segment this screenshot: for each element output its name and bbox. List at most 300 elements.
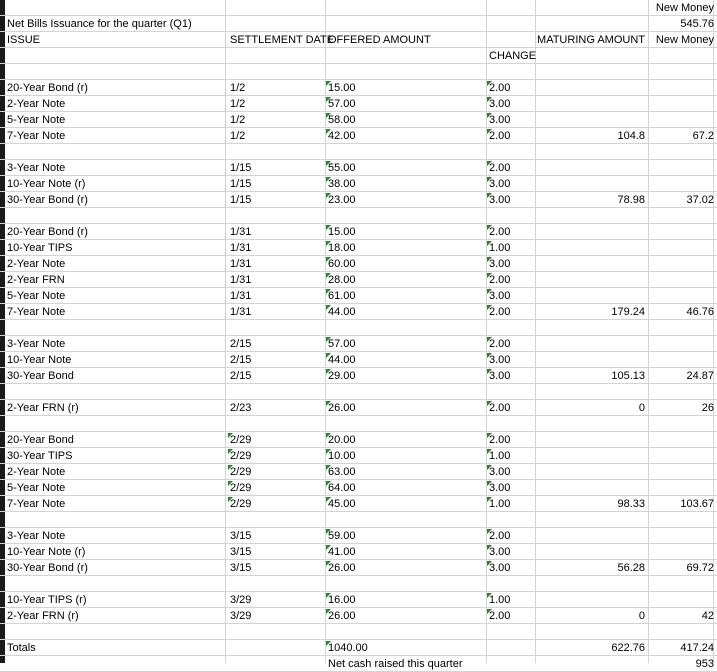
cell-marker-icon — [326, 401, 331, 406]
issue-cell[interactable]: 10-Year TIPS — [7, 242, 73, 254]
settlement-date-cell[interactable]: 1/15 — [230, 194, 252, 206]
settlement-date-cell-value: 2/29 — [230, 450, 252, 462]
cell-marker-icon — [228, 465, 233, 470]
change-cell-value: 1.00 — [489, 594, 511, 606]
change-cell-value: 3.00 — [489, 562, 511, 574]
settlement-date-cell[interactable] — [230, 448, 251, 464]
cell-marker-icon — [487, 193, 492, 198]
sheet-row[interactable] — [0, 512, 717, 528]
settlement-date-cell[interactable]: 1/31 — [230, 306, 252, 318]
change-cell-value: 3.00 — [489, 290, 511, 302]
cell-marker-icon — [487, 337, 492, 342]
cell-marker-icon — [487, 433, 492, 438]
sheet-row[interactable] — [0, 336, 717, 352]
settlement-date-cell[interactable]: 1/2 — [230, 98, 246, 110]
issue-cell[interactable]: 5-Year Note — [7, 482, 66, 494]
change-cell[interactable] — [489, 240, 510, 256]
offered-amount-cell[interactable] — [328, 560, 356, 576]
settlement-date-cell[interactable]: 3/15 — [230, 546, 252, 558]
change-cell[interactable] — [489, 464, 510, 480]
cell-marker-icon — [487, 529, 492, 534]
settlement-date-cell[interactable]: 1/31 — [230, 226, 252, 238]
new-money-cell[interactable]: 42 — [701, 610, 714, 622]
sheet-row[interactable] — [0, 592, 717, 608]
offered-amount-cell-value: 26.00 — [328, 610, 356, 622]
sheet-row[interactable] — [0, 576, 717, 592]
change-cell[interactable] — [489, 304, 510, 320]
cell-marker-icon — [326, 529, 331, 534]
cell-marker-icon — [326, 113, 331, 118]
sheet-row[interactable] — [0, 64, 717, 80]
cell-marker-icon — [487, 497, 492, 502]
cell-marker-icon — [326, 561, 331, 566]
offered-amount-cell[interactable] — [328, 432, 356, 448]
change-cell[interactable] — [489, 160, 510, 176]
sheet-row[interactable] — [0, 304, 717, 320]
cell-marker-icon — [326, 465, 331, 470]
settlement-date-cell[interactable]: 3/29 — [230, 594, 252, 606]
offered-amount-cell[interactable] — [328, 112, 356, 128]
offered-amount-cell-value: 44.00 — [328, 306, 356, 318]
offered-amount-cell[interactable] — [328, 80, 356, 96]
new-money-cell[interactable]: 26 — [701, 402, 714, 414]
offered-amount-cell[interactable] — [328, 448, 356, 464]
change-cell[interactable] — [489, 496, 510, 512]
cell-marker-icon — [326, 257, 331, 262]
sheet-row[interactable] — [0, 208, 717, 224]
settlement-date-cell[interactable]: 1/15 — [230, 178, 252, 190]
change-cell-value: 2.00 — [489, 162, 511, 174]
cell-marker-icon — [326, 545, 331, 550]
totals-new-money[interactable]: 417.24 — [680, 642, 714, 654]
change-cell-value: 2.00 — [489, 82, 511, 94]
change-cell-value: 3.00 — [489, 482, 511, 494]
cell-marker-icon — [487, 225, 492, 230]
settlement-date-cell[interactable] — [230, 496, 251, 512]
issue-cell[interactable]: 2-Year Note — [7, 258, 66, 270]
cell-marker-icon — [228, 481, 233, 486]
cell-marker-icon — [326, 81, 331, 86]
offered-amount-cell[interactable] — [328, 400, 356, 416]
cell-marker-icon — [326, 369, 331, 374]
issue-cell[interactable]: 20-Year Bond (r) — [7, 226, 88, 238]
offered-amount-cell-value: 63.00 — [328, 466, 356, 478]
settlement-date-cell[interactable] — [230, 432, 251, 448]
offered-amount-cell[interactable] — [328, 352, 356, 368]
issue-cell[interactable]: 3-Year Note — [7, 162, 66, 174]
issue-cell[interactable]: 30-Year Bond (r) — [7, 194, 88, 206]
change-cell-value: 3.00 — [489, 178, 511, 190]
cell-marker-icon — [326, 289, 331, 294]
change-cell-value: 3.00 — [489, 114, 511, 126]
offered-amount-cell[interactable] — [328, 96, 356, 112]
maturing-amount-cell[interactable]: 105.13 — [611, 370, 645, 382]
cell-marker-icon — [487, 465, 492, 470]
change-cell-value: 1.00 — [489, 242, 511, 254]
cell-marker-icon — [487, 561, 492, 566]
cell-marker-icon — [326, 97, 331, 102]
sheet-row[interactable] — [0, 432, 717, 448]
col-new-money-header[interactable]: New Money — [655, 34, 714, 46]
settlement-date-cell[interactable]: 1/2 — [230, 82, 246, 94]
sheet-row[interactable] — [0, 80, 717, 96]
totals-maturing[interactable]: 622.76 — [611, 642, 645, 654]
cell-marker-icon — [228, 497, 233, 502]
offered-amount-cell[interactable] — [328, 192, 356, 208]
sheet-row[interactable] — [0, 128, 717, 144]
sheet-row[interactable] — [0, 224, 717, 240]
sheet-row[interactable] — [0, 400, 717, 416]
sheet-row[interactable] — [0, 528, 717, 544]
offered-amount-cell[interactable] — [328, 544, 356, 560]
change-cell[interactable] — [489, 128, 510, 144]
settlement-date-cell[interactable]: 2/23 — [230, 402, 252, 414]
settlement-date-cell[interactable]: 1/31 — [230, 290, 252, 302]
totals-offered[interactable] — [328, 640, 368, 656]
issue-cell[interactable]: 20-Year Bond — [7, 434, 74, 446]
offered-amount-cell-value: 16.00 — [328, 594, 356, 606]
offered-amount-cell-value: 38.00 — [328, 178, 356, 190]
offered-amount-cell-value: 26.00 — [328, 402, 356, 414]
sheet-row[interactable] — [0, 96, 717, 112]
change-cell-value: 2.00 — [489, 130, 511, 142]
offered-amount-cell-value: 59.00 — [328, 530, 356, 542]
cell-marker-icon — [487, 593, 492, 598]
sheet-row[interactable] — [0, 624, 717, 640]
sheet-row[interactable] — [0, 288, 717, 304]
cell-marker-icon — [326, 305, 331, 310]
settlement-date-cell[interactable]: 2/15 — [230, 354, 252, 366]
settlement-date-cell-value: 2/29 — [230, 482, 252, 494]
issue-cell[interactable]: 7-Year Note — [7, 130, 66, 142]
change-cell-value: 1.00 — [489, 498, 511, 510]
sheet-row[interactable] — [0, 464, 717, 480]
cell-marker-icon — [326, 353, 331, 358]
offered-amount-cell[interactable] — [328, 176, 356, 192]
settlement-date-cell[interactable]: 3/29 — [230, 610, 252, 622]
offered-amount-cell-value: 60.00 — [328, 258, 356, 270]
offered-amount-cell[interactable] — [328, 288, 356, 304]
change-cell[interactable] — [489, 112, 510, 128]
settlement-date-cell-value: 2/29 — [230, 498, 252, 510]
issue-cell[interactable]: 2-Year Note — [7, 98, 66, 110]
cell-marker-icon — [326, 337, 331, 342]
maturing-amount-cell[interactable]: 104.8 — [617, 130, 645, 142]
offered-amount-cell[interactable] — [328, 608, 356, 624]
offered-amount-cell[interactable] — [328, 160, 356, 176]
change-cell[interactable] — [489, 256, 510, 272]
col-offered-header[interactable]: OFFERED AMOUNT — [328, 34, 431, 46]
offered-amount-cell[interactable] — [328, 480, 356, 496]
offered-amount-cell-value: 28.00 — [328, 274, 356, 286]
change-cell[interactable] — [489, 96, 510, 112]
issue-cell[interactable]: 10-Year TIPS (r) — [7, 594, 87, 606]
new-money-cell[interactable]: 24.87 — [686, 370, 714, 382]
offered-amount-cell[interactable] — [328, 256, 356, 272]
cell-marker-icon — [326, 225, 331, 230]
settlement-date-cell[interactable]: 2/15 — [230, 370, 252, 382]
issue-cell[interactable]: 30-Year Bond — [7, 370, 74, 382]
offered-amount-cell-value: 42.00 — [328, 130, 356, 142]
change-cell[interactable] — [489, 608, 510, 624]
change-cell[interactable] — [489, 176, 510, 192]
cell-marker-icon — [487, 97, 492, 102]
offered-amount-cell-value: 29.00 — [328, 370, 356, 382]
cell-marker-icon — [326, 641, 331, 646]
cell-marker-icon — [326, 129, 331, 134]
offered-amount-cell[interactable] — [328, 304, 356, 320]
cell-marker-icon — [487, 289, 492, 294]
offered-amount-cell-value: 15.00 — [328, 82, 356, 94]
settlement-date-cell[interactable]: 3/15 — [230, 530, 252, 542]
change-cell-value: 3.00 — [489, 258, 511, 270]
offered-amount-cell-value: 10.00 — [328, 450, 356, 462]
settlement-date-cell-value: 2/29 — [230, 434, 252, 446]
offered-amount-cell-value: 20.00 — [328, 434, 356, 446]
new-money-total[interactable]: 545.76 — [680, 18, 714, 30]
change-cell[interactable] — [489, 448, 510, 464]
cell-marker-icon — [228, 433, 233, 438]
totals-label[interactable]: Totals — [7, 642, 36, 654]
cell-marker-icon — [487, 241, 492, 246]
change-cell-value: 3.00 — [489, 370, 511, 382]
cell-marker-icon — [487, 305, 492, 310]
settlement-date-cell[interactable]: 1/15 — [230, 162, 252, 174]
cell-marker-icon — [326, 593, 331, 598]
change-cell-value: 2.00 — [489, 402, 511, 414]
cell-marker-icon — [487, 481, 492, 486]
issue-cell[interactable]: 10-Year Note (r) — [7, 178, 86, 190]
change-cell-value: 2.00 — [489, 530, 511, 542]
offered-amount-cell-value: 41.00 — [328, 546, 356, 558]
change-cell[interactable] — [489, 432, 510, 448]
cell-marker-icon — [487, 81, 492, 86]
issue-cell[interactable]: 30-Year TIPS — [7, 450, 73, 462]
change-cell-value: 2.00 — [489, 226, 511, 238]
net-cash-label[interactable]: Net cash raised this quarter — [328, 658, 463, 670]
sheet-row[interactable] — [0, 272, 717, 288]
settlement-date-cell[interactable]: 3/15 — [230, 562, 252, 574]
settlement-date-cell[interactable]: 2/15 — [230, 338, 252, 350]
maturing-amount-cell[interactable]: 0 — [638, 610, 645, 622]
cell-marker-icon — [487, 353, 492, 358]
col-settlement-header[interactable]: SETTLEMENT DATE — [230, 34, 335, 46]
offered-amount-cell-value: 55.00 — [328, 162, 356, 174]
sheet-row[interactable] — [0, 256, 717, 272]
change-cell-value: 2.00 — [489, 338, 511, 350]
issue-cell[interactable]: 2-Year Note — [7, 466, 66, 478]
sheet-row[interactable] — [0, 352, 717, 368]
change-cell[interactable] — [489, 560, 510, 576]
offered-amount-cell[interactable] — [328, 128, 356, 144]
new-money-cell[interactable]: 46.76 — [686, 306, 714, 318]
change-cell[interactable] — [489, 288, 510, 304]
col-change-header[interactable]: CHANGE — [489, 50, 537, 62]
cell-marker-icon — [326, 449, 331, 454]
new-money-cell[interactable]: 103.67 — [680, 498, 714, 510]
change-cell-value: 2.00 — [489, 434, 511, 446]
sheet-row[interactable] — [0, 16, 717, 32]
issue-cell[interactable]: 3-Year Note — [7, 530, 66, 542]
cell-marker-icon — [326, 161, 331, 166]
change-cell-value: 3.00 — [489, 98, 511, 110]
change-cell[interactable] — [489, 224, 510, 240]
offered-amount-cell-value: 15.00 — [328, 226, 356, 238]
maturing-amount-cell[interactable]: 0 — [638, 402, 645, 414]
sheet-row[interactable] — [0, 160, 717, 176]
cell-marker-icon — [326, 497, 331, 502]
issue-cell[interactable]: 2-Year FRN — [7, 274, 65, 286]
issue-cell[interactable]: 20-Year Bond (r) — [7, 82, 88, 94]
offered-amount-cell[interactable] — [328, 240, 356, 256]
change-cell[interactable] — [489, 592, 510, 608]
net-cash-row[interactable] — [0, 656, 717, 672]
cell-marker-icon — [487, 273, 492, 278]
settlement-date-cell[interactable]: 1/31 — [230, 274, 252, 286]
change-cell-value: 3.00 — [489, 466, 511, 478]
sheet-row[interactable] — [0, 384, 717, 400]
offered-amount-cell-value: 64.00 — [328, 482, 356, 494]
new-money-cell[interactable]: 37.02 — [686, 194, 714, 206]
maturing-amount-cell[interactable]: 98.33 — [617, 498, 645, 510]
sheet-row[interactable] — [0, 608, 717, 624]
change-cell-value: 3.00 — [489, 546, 511, 558]
change-cell[interactable] — [489, 192, 510, 208]
issue-cell[interactable]: 10-Year Note (r) — [7, 546, 86, 558]
sheet-row[interactable] — [0, 560, 717, 576]
offered-amount-cell-value: 23.00 — [328, 194, 356, 206]
sheet-row[interactable] — [0, 48, 717, 64]
settlement-date-cell[interactable]: 1/2 — [230, 114, 246, 126]
offered-amount-cell[interactable] — [328, 496, 356, 512]
cell-marker-icon — [326, 481, 331, 486]
issue-cell[interactable]: 5-Year Note — [7, 290, 66, 302]
cell-marker-icon — [487, 161, 492, 166]
issue-cell[interactable]: 2-Year FRN (r) — [7, 402, 79, 414]
issue-cell[interactable]: 2-Year FRN (r) — [7, 610, 79, 622]
col-maturing-header[interactable]: MATURING AMOUNT — [537, 34, 645, 46]
offered-amount-cell-value: 26.00 — [328, 562, 356, 574]
settlement-date-cell[interactable]: 1/31 — [230, 242, 252, 254]
change-cell[interactable] — [489, 336, 510, 352]
issue-cell[interactable]: 30-Year Bond (r) — [7, 562, 88, 574]
change-cell-value: 3.00 — [489, 354, 511, 366]
cell-marker-icon — [487, 177, 492, 182]
settlement-date-cell[interactable]: 1/2 — [230, 130, 246, 142]
change-cell[interactable] — [489, 272, 510, 288]
cell-marker-icon — [326, 433, 331, 438]
change-cell-value: 2.00 — [489, 610, 511, 622]
change-cell[interactable] — [489, 528, 510, 544]
cell-marker-icon — [487, 369, 492, 374]
offered-amount-cell[interactable] — [328, 528, 356, 544]
offered-amount-cell-value: 18.00 — [328, 242, 356, 254]
change-cell[interactable] — [489, 544, 510, 560]
settlement-date-cell[interactable] — [230, 480, 251, 496]
change-cell[interactable] — [489, 80, 510, 96]
cell-marker-icon — [326, 609, 331, 614]
sheet-row[interactable] — [0, 192, 717, 208]
new-money-cell[interactable]: 67.2 — [692, 130, 714, 142]
change-cell[interactable] — [489, 480, 510, 496]
offered-amount-cell-value: 57.00 — [328, 338, 356, 350]
cell-marker-icon — [326, 241, 331, 246]
sheet-row[interactable] — [0, 416, 717, 432]
totals-row[interactable] — [0, 640, 717, 656]
sheet-row[interactable] — [0, 0, 717, 16]
offered-amount-cell-value: 45.00 — [328, 498, 356, 510]
cell-marker-icon — [326, 273, 331, 278]
sheet-title[interactable]: Net Bills Issuance for the quarter (Q1) — [7, 18, 192, 30]
sheet-row[interactable] — [0, 144, 717, 160]
sheet-row[interactable] — [0, 544, 717, 560]
sheet-row[interactable] — [0, 496, 717, 512]
change-cell-value: 2.00 — [489, 306, 511, 318]
col-issue-header[interactable]: ISSUE — [7, 34, 41, 46]
offered-amount-cell[interactable] — [328, 464, 356, 480]
sheet-row[interactable] — [0, 480, 717, 496]
change-cell-value: 1.00 — [489, 450, 511, 462]
cell-marker-icon — [326, 177, 331, 182]
settlement-date-cell-value: 2/29 — [230, 466, 252, 478]
new-money-label[interactable]: New Money — [655, 2, 714, 14]
cell-marker-icon — [487, 113, 492, 118]
cell-marker-icon — [487, 449, 492, 454]
cell-marker-icon — [487, 609, 492, 614]
issue-cell[interactable]: 5-Year Note — [7, 114, 66, 126]
offered-amount-cell-value: 44.00 — [328, 354, 356, 366]
offered-amount-cell[interactable] — [328, 272, 356, 288]
sheet-row[interactable] — [0, 368, 717, 384]
cell-marker-icon — [487, 545, 492, 550]
change-cell[interactable] — [489, 400, 510, 416]
issue-cell[interactable]: 7-Year Note — [7, 306, 66, 318]
maturing-amount-cell[interactable]: 78.98 — [617, 194, 645, 206]
sheet-row[interactable] — [0, 320, 717, 336]
issue-cell[interactable]: 3-Year Note — [7, 338, 66, 350]
change-cell[interactable] — [489, 352, 510, 368]
sheet-row[interactable] — [0, 112, 717, 128]
cell-marker-icon — [487, 401, 492, 406]
offered-amount-cell-value: 58.00 — [328, 114, 356, 126]
issue-cell[interactable]: 7-Year Note — [7, 498, 66, 510]
maturing-amount-cell[interactable]: 179.24 — [611, 306, 645, 318]
offered-amount-cell[interactable] — [328, 592, 356, 608]
new-money-cell[interactable]: 69.72 — [686, 562, 714, 574]
sheet-row[interactable] — [0, 176, 717, 192]
cell-marker-icon — [487, 257, 492, 262]
change-cell-value: 3.00 — [489, 194, 511, 206]
column-header-row[interactable] — [0, 32, 717, 48]
maturing-amount-cell[interactable]: 56.28 — [617, 562, 645, 574]
offered-amount-cell[interactable] — [328, 368, 356, 384]
change-cell-value: 2.00 — [489, 274, 511, 286]
offered-amount-cell[interactable] — [328, 336, 356, 352]
change-cell[interactable] — [489, 368, 510, 384]
settlement-date-cell[interactable]: 1/31 — [230, 258, 252, 270]
offered-amount-cell[interactable] — [328, 224, 356, 240]
cell-marker-icon — [326, 193, 331, 198]
offered-amount-cell-value: 57.00 — [328, 98, 356, 110]
issue-cell[interactable]: 10-Year Note — [7, 354, 72, 366]
cell-marker-icon — [228, 449, 233, 454]
sheet-row[interactable] — [0, 240, 717, 256]
net-cash-value[interactable]: 953 — [695, 658, 714, 670]
offered-amount-cell-value: 61.00 — [328, 290, 356, 302]
sheet-row[interactable] — [0, 448, 717, 464]
cell-marker-icon — [487, 129, 492, 134]
settlement-date-cell[interactable] — [230, 464, 251, 480]
